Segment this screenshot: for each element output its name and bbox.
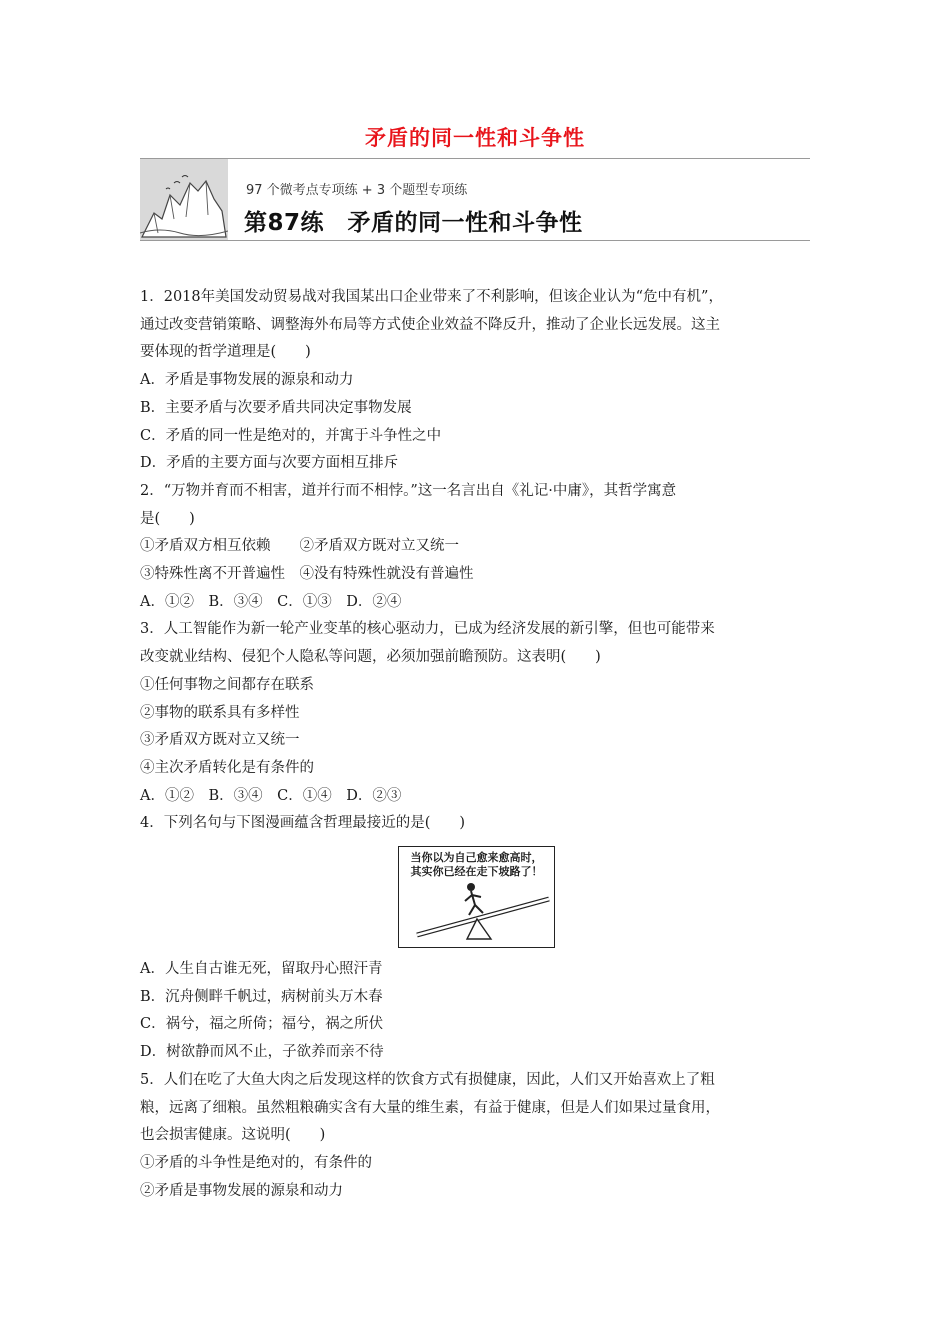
answer-option: D．树欲静而风不止，子欲养而亲不待	[140, 1044, 384, 1061]
answer-option: ①任何事物之间都存在联系	[140, 676, 314, 693]
answer-choices: A．①② B．③④ C．①③ D．②④	[140, 593, 402, 610]
question-stem-line: 3．人工智能作为新一轮产业变革的核心驱动力，已成为经济发展的新引擎，但也可能带来	[140, 621, 715, 638]
seesaw-cartoon	[398, 846, 555, 948]
question-3	[140, 616, 815, 810]
answer-option: B．沉舟侧畔千帆过，病树前头万木春	[140, 988, 383, 1005]
banner-bottom-rule	[140, 240, 810, 241]
answer-option: ①矛盾的斗争性是绝对的，有条件的	[140, 1154, 372, 1171]
question-stem-line: 5．人们在吃了大鱼大肉之后发现这样的饮食方式有损健康，因此，人们又开始喜欢上了粗	[140, 1071, 715, 1088]
question-5	[140, 1067, 815, 1206]
answer-option: A．人生自古谁无死，留取丹心照汗青	[140, 961, 383, 978]
cartoon-figure	[140, 838, 815, 956]
banner-title: 第87练 矛盾的同一性和斗争性	[244, 210, 583, 236]
question-stem-line: 1．2018年美国发动贸易战对我国某出口企业带来了不利影响，但该企业认为“危中有机”，	[140, 289, 723, 305]
answer-choices: A．①② B．③④ C．①④ D．②③	[140, 787, 402, 804]
answer-option: ①矛盾双方相互依赖 ②矛盾双方既对立又统一	[140, 538, 459, 555]
answer-option: B．主要矛盾与次要矛盾共同决定事物发展	[140, 399, 412, 416]
answer-option: C．祸兮，福之所倚；福兮，祸之所伏	[140, 1016, 384, 1033]
question-1	[140, 284, 815, 478]
question-4	[140, 810, 815, 1067]
exercise-banner	[140, 158, 810, 243]
question-stem-line: 是( )	[140, 510, 195, 527]
banner-subtitle: 97 个微考点专项练 + 3 个题型专项练	[246, 183, 468, 198]
question-list	[140, 284, 815, 1205]
answer-option: ②事物的联系具有多样性	[140, 704, 300, 721]
mountain-illustration	[140, 159, 228, 240]
question-stem-line: 也会损害健康。这说明( )	[140, 1127, 326, 1144]
answer-option: A．矛盾是事物发展的源泉和动力	[140, 372, 354, 389]
answer-option: ③特殊性离不开普遍性 ④没有特殊性就没有普遍性	[140, 566, 474, 583]
question-stem-line: 2．“万物并育而不相害，道并行而不相悖。”这一名言出自《礼记·中庸》，其哲学寓意	[140, 482, 677, 499]
answer-option: C．矛盾的同一性是绝对的，并寓于斗争性之中	[140, 427, 442, 444]
banner-top-rule	[140, 158, 810, 159]
question-2	[140, 478, 815, 617]
cartoon-caption-line: 当你以为自己愈来愈高时，	[410, 851, 543, 865]
answer-option: ②矛盾是事物发展的源泉和动力	[140, 1182, 343, 1199]
answer-option: ③矛盾双方既对立又统一	[140, 732, 300, 749]
cartoon-caption-line: 其实你已经在走下坡路了！	[410, 865, 543, 879]
answer-option: D．矛盾的主要方面与次要方面相互排斥	[140, 455, 399, 472]
page-title: 矛盾的同一性和斗争性	[365, 125, 585, 150]
question-stem-line: 改变就业结构、侵犯个人隐私等问题，必须加强前瞻预防。这表明( )	[140, 649, 601, 666]
question-stem-line: 4．下列名句与下图漫画蕴含哲理最接近的是( )	[140, 815, 466, 832]
question-stem-line: 要体现的哲学道理是( )	[140, 344, 311, 361]
question-stem-line: 粮，远离了细粮。虽然粗粮确实含有大量的维生素，有益于健康，但是人们如果过量食用，	[140, 1099, 720, 1116]
answer-option: ④主次矛盾转化是有条件的	[140, 759, 314, 776]
question-stem-line: 通过改变营销策略、调整海外布局等方式使企业效益不降反升，推动了企业长远发展。这主	[140, 316, 720, 333]
